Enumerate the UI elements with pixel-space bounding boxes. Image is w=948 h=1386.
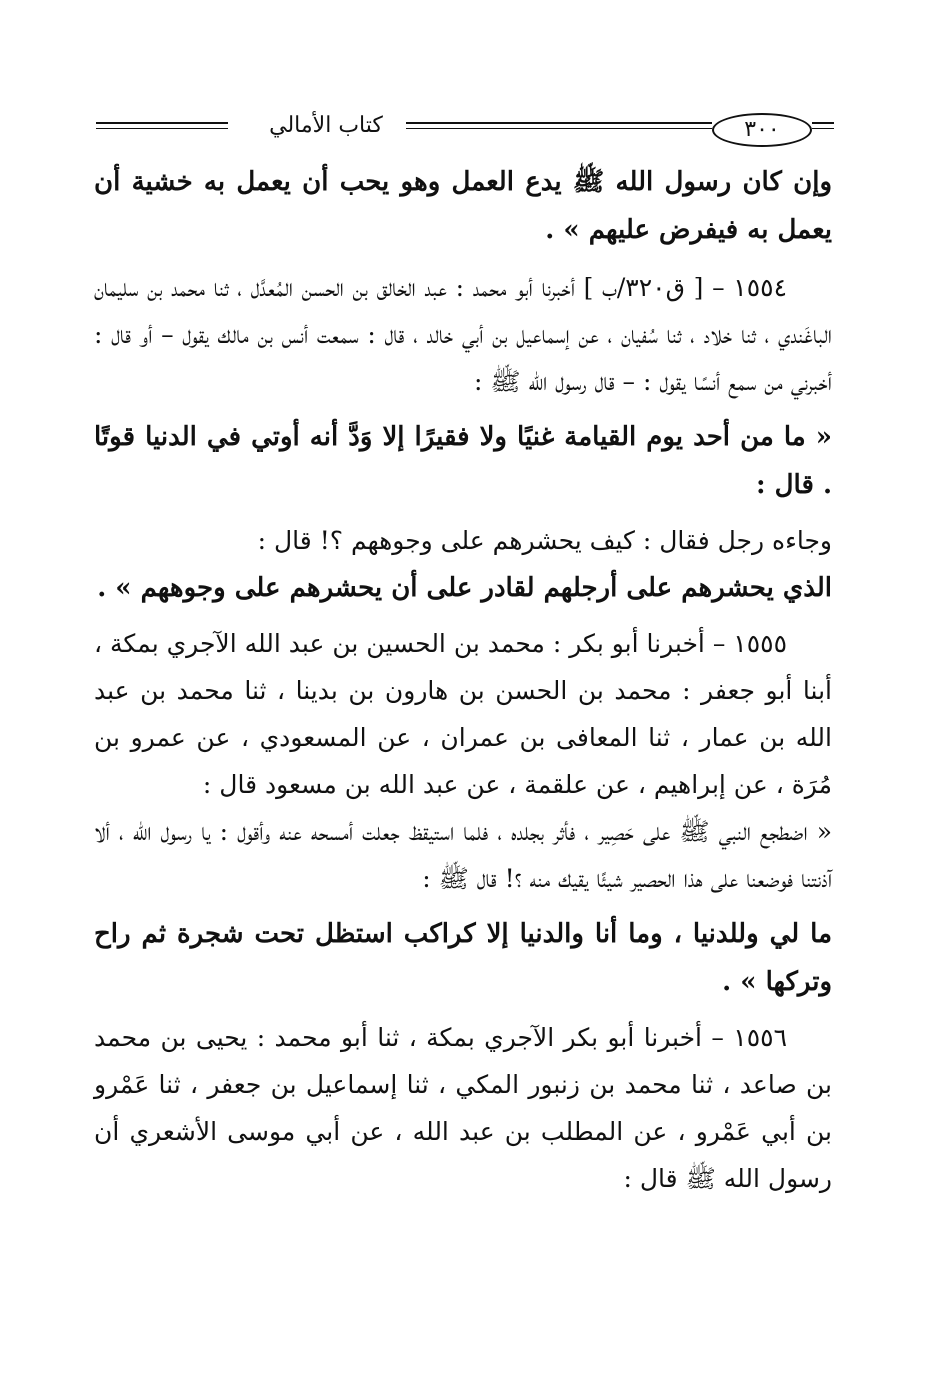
header-rule-middle-top [406, 122, 712, 124]
hadith-text-continuation: وإن كان رسول الله ﷺ يدع العمل وهو يحب أن يعمل به خشية أن يعمل به فيفرض عليهم » . [94, 167, 832, 245]
page-body [94, 158, 832, 1202]
hadith-text-1554-answer: الذي يحشرهم على أرجلهم لقادر على أن يحشرهم على وجوههم » . [97, 573, 832, 603]
narration-question: وجاءه رجل فقال : كيف يحشرهم على وجوههم ؟! قال : [257, 526, 832, 555]
hadith-text-1554: « ما من أحد يوم القيامة غنيًا ولا فقيرًا إلا وَدَّ أنه أوتي في الدنيا قوتًا . قال : [94, 422, 832, 500]
page-header [94, 100, 834, 152]
header-rule-right-bottom [812, 128, 834, 129]
page-number: ٣٠٠ [712, 113, 812, 147]
narration-1555: « اضطجع النبي ﷺ على حَصِير ، فأثر بجلده ، فلما استيقظ جعلت أمسحه عنه وأقول : يا رسول الله ، ألا آذنتنا فوضعنا على هذا الحصير شيئًا يقيك منه ؟! قال ﷺ : [94, 817, 832, 893]
isnad-1556: ١٥٥٦ – أخبرنا أبو بكر الآجري بمكة ، ثنا أبو محمد : يحيى بن محمد بن صاعد ، ثنا محمد بن زنبور المكي ، ثنا إسماعيل بن جعفر ، ثنا عَمْرو بن أبي عَمْرو ، عن المطلب بن عبد الله ، عن أبي موسى الأشعري أن رسول الله ﷺ قال : [94, 1023, 832, 1193]
header-rule-right-top [812, 122, 834, 124]
header-rule-left-top [96, 122, 228, 124]
isnad-1555: ١٥٥٥ – أخبرنا أبو بكر : محمد بن الحسين بن عبد الله الآجري بمكة ، أبنا أبو جعفر : محمد بن الحسن بن هارون بن بدينا ، ثنا محمد بن عبد الله بن عمار ، ثنا المعافى بن عمران ، عن المسعودي ، عن عمرو بن مُرَة ، عن إبراهيم ، عن علقمة ، عن عبد الله بن مسعود قال : [94, 629, 832, 799]
hadith-text-1555: ما لي وللدنيا ، وما أنا والدنيا إلا كراكب استظل تحت شجرة ثم راح وتركها » . [94, 919, 832, 997]
isnad-1554: ١٥٥٤ – [ ق٣٢٠/ب ] أخبرنا أبو محمد : عبد الخالق بن الحسن المُعدَّل ، ثنا محمد بن سليمان الباغَندي ، ثنا خلاد ، ثنا سُفيان ، عن إسماعيل بن أبي خالد ، قال : سمعت أنس بن مالك يقول – أو قال : أخبرني من سمع أنسًا يقول : – قال رسول الله ﷺ : [94, 273, 832, 396]
header-rule-middle-bottom [406, 128, 712, 129]
book-title: كتاب الأمالي [269, 113, 383, 138]
header-rule-left-bottom [96, 128, 228, 129]
